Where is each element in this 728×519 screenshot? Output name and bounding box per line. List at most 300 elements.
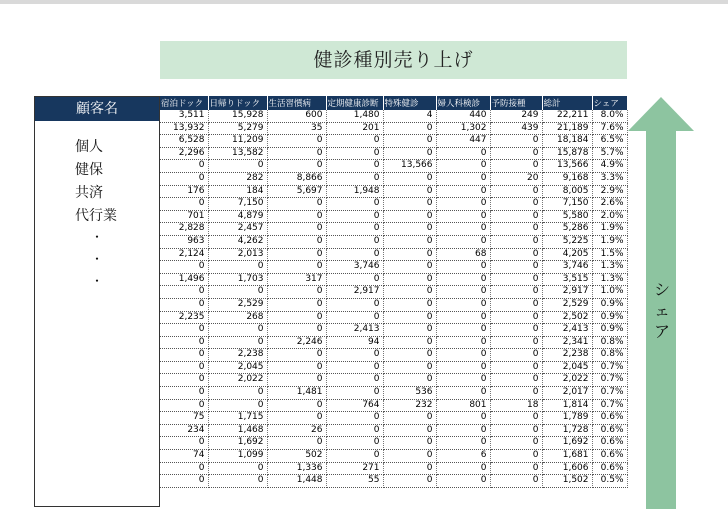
table-cell: 0 <box>436 286 490 299</box>
table-cell: 0 <box>383 210 436 223</box>
table-cell: 0 <box>436 374 490 387</box>
table-cell: 0 <box>160 374 208 387</box>
table-cell: 0 <box>490 462 542 475</box>
table-cell: 0 <box>490 160 542 173</box>
table-cell: 0 <box>383 185 436 198</box>
table-cell: 75 <box>160 412 208 425</box>
table-cell: 0 <box>490 185 542 198</box>
table-row <box>160 424 627 437</box>
customer-item-individual: 個人 <box>75 139 103 155</box>
table-cell: 0 <box>326 374 383 387</box>
table-cell: 0 <box>326 437 383 450</box>
table-cell: 439 <box>490 122 542 135</box>
table-cell: 0 <box>383 261 436 274</box>
table-cell: 7,150 <box>208 198 267 211</box>
table-cell: 0 <box>160 261 208 274</box>
page-title: 健診種別売り上げ <box>160 41 627 79</box>
table-cell: 0 <box>267 235 326 248</box>
customer-panel <box>34 96 160 507</box>
table-cell: 0 <box>490 324 542 337</box>
table-cell: 0 <box>383 147 436 160</box>
table-cell: 2.9% <box>592 185 627 198</box>
table-cell: 0 <box>160 160 208 173</box>
table-row <box>160 110 627 122</box>
table-cell: 0 <box>383 349 436 362</box>
table-row <box>160 235 627 248</box>
table-row <box>160 160 627 173</box>
table-cell: 0 <box>160 286 208 299</box>
table-body <box>160 110 627 487</box>
table-cell: 2,246 <box>267 336 326 349</box>
table-cell: 0.6% <box>592 437 627 450</box>
table-cell: 0 <box>490 336 542 349</box>
table-cell: 2,457 <box>208 223 267 236</box>
table-row <box>160 374 627 387</box>
table-cell: 0.8% <box>592 349 627 362</box>
table-cell: 0 <box>383 286 436 299</box>
table-cell: 13,566 <box>383 160 436 173</box>
table-cell: 0 <box>383 223 436 236</box>
table-cell: 0.6% <box>592 450 627 463</box>
table-cell: 2,013 <box>208 248 267 261</box>
table-cell: 55 <box>326 475 383 488</box>
table-cell: 0 <box>436 412 490 425</box>
table-cell: 0 <box>436 424 490 437</box>
table-cell: 0 <box>267 261 326 274</box>
table-cell: 1.3% <box>592 261 627 274</box>
table-cell: 0 <box>326 349 383 362</box>
table-cell: 2,341 <box>542 336 592 349</box>
table-cell: 0 <box>490 147 542 160</box>
table-row <box>160 437 627 450</box>
table-cell: 0.7% <box>592 387 627 400</box>
table-cell: 0.9% <box>592 298 627 311</box>
table-cell: 0 <box>326 210 383 223</box>
table-row <box>160 462 627 475</box>
table-cell: 0 <box>208 462 267 475</box>
table-row <box>160 223 627 236</box>
table-cell: 0 <box>383 311 436 324</box>
table-row <box>160 210 627 223</box>
table-cell: 0.6% <box>592 424 627 437</box>
table-cell: 1.0% <box>592 286 627 299</box>
table-cell: 1.5% <box>592 248 627 261</box>
table-cell: 0 <box>383 475 436 488</box>
table-cell: 0 <box>436 324 490 337</box>
table-cell: 0 <box>383 336 436 349</box>
table-cell: 0 <box>490 198 542 211</box>
table-cell: 0 <box>436 387 490 400</box>
table-cell: 9,168 <box>542 172 592 185</box>
table-cell: 2.6% <box>592 198 627 211</box>
table-cell: 0 <box>436 160 490 173</box>
table-cell: 4,879 <box>208 210 267 223</box>
table-cell: 201 <box>326 122 383 135</box>
table-row <box>160 122 627 135</box>
table-cell: 1,692 <box>208 437 267 450</box>
table-row <box>160 198 627 211</box>
table-cell: 5,286 <box>542 223 592 236</box>
table-cell: 0 <box>267 374 326 387</box>
table-cell: 0 <box>208 475 267 488</box>
table-cell: 1,728 <box>542 424 592 437</box>
table-cell: 74 <box>160 450 208 463</box>
share-label <box>652 279 672 342</box>
share-label-char: ア <box>653 322 670 341</box>
column-header: 婦人科検診 <box>436 96 490 110</box>
table-cell: 268 <box>208 311 267 324</box>
table-cell: 1,814 <box>542 399 592 412</box>
table-cell: 35 <box>267 122 326 135</box>
table-cell: 0 <box>326 450 383 463</box>
share-label-char: ェ <box>653 301 670 320</box>
table-cell: 4 <box>383 110 436 122</box>
table-cell: 0 <box>436 172 490 185</box>
table-cell: 0 <box>490 210 542 223</box>
table-cell: 0.6% <box>592 412 627 425</box>
table-cell: 0 <box>326 361 383 374</box>
table-cell: 0 <box>160 324 208 337</box>
table-cell: 0 <box>208 387 267 400</box>
table-cell: 0 <box>267 210 326 223</box>
column-header: シェア <box>592 96 627 110</box>
table-cell: 0 <box>383 235 436 248</box>
table-cell: 0 <box>383 324 436 337</box>
table-cell: 2,413 <box>542 324 592 337</box>
table-cell: 0 <box>436 147 490 160</box>
table-cell: 3,746 <box>542 261 592 274</box>
table-cell: 0 <box>383 135 436 148</box>
table-cell: 0 <box>160 298 208 311</box>
table-cell: 0 <box>436 336 490 349</box>
table-row <box>160 298 627 311</box>
table-cell: 0 <box>160 462 208 475</box>
top-divider <box>0 0 728 4</box>
table-cell: 1,099 <box>208 450 267 463</box>
table-cell: 0 <box>160 198 208 211</box>
ellipsis-dot: ・ <box>91 274 104 288</box>
table-cell: 0 <box>490 387 542 400</box>
table-cell: 0 <box>160 336 208 349</box>
table-row <box>160 311 627 324</box>
table-cell: 1,502 <box>542 475 592 488</box>
table-cell: 94 <box>326 336 383 349</box>
table-cell: 0 <box>326 298 383 311</box>
table-cell: 1,703 <box>208 273 267 286</box>
table-cell: 2,413 <box>326 324 383 337</box>
table-cell: 963 <box>160 235 208 248</box>
table-row <box>160 185 627 198</box>
table-cell: 176 <box>160 185 208 198</box>
table-cell: 764 <box>326 399 383 412</box>
table-cell: 3,511 <box>160 110 208 122</box>
table-cell: 0 <box>490 437 542 450</box>
table-cell: 0 <box>267 412 326 425</box>
table-cell: 0 <box>267 349 326 362</box>
table-cell: 249 <box>490 110 542 122</box>
table-cell: 2,022 <box>208 374 267 387</box>
table-cell: 0 <box>160 475 208 488</box>
table-cell: 1,302 <box>436 122 490 135</box>
table-cell: 0 <box>326 273 383 286</box>
table-cell: 0 <box>436 349 490 362</box>
table-cell: 0 <box>208 324 267 337</box>
table-cell: 0 <box>267 286 326 299</box>
table-cell: 1.9% <box>592 235 627 248</box>
table-cell: 0 <box>436 273 490 286</box>
table-cell: 1,948 <box>326 185 383 198</box>
table-cell: 18 <box>490 399 542 412</box>
table-cell: 0 <box>490 298 542 311</box>
table-cell: 2,917 <box>542 286 592 299</box>
table-cell: 26 <box>267 424 326 437</box>
table-row <box>160 349 627 362</box>
table-row <box>160 450 627 463</box>
table-cell: 0 <box>436 361 490 374</box>
table-cell: 0 <box>383 172 436 185</box>
column-header: 日帰りドック <box>208 96 267 110</box>
table-cell: 3.3% <box>592 172 627 185</box>
table-cell: 7.6% <box>592 122 627 135</box>
table-cell: 0 <box>383 424 436 437</box>
table-cell: 0 <box>326 311 383 324</box>
table-cell: 0 <box>383 248 436 261</box>
table-cell: 0 <box>436 462 490 475</box>
table-cell: 0 <box>383 412 436 425</box>
table-cell: 0 <box>490 361 542 374</box>
column-header: 生活習慣病 <box>267 96 326 110</box>
table-row <box>160 135 627 148</box>
table-cell: 5,580 <box>542 210 592 223</box>
customer-item-agency: 代行業 <box>75 208 117 224</box>
table-cell: 1,480 <box>326 110 383 122</box>
table-row <box>160 172 627 185</box>
table-cell: 2,238 <box>208 349 267 362</box>
table-cell: 4,205 <box>542 248 592 261</box>
table-cell: 1,468 <box>208 424 267 437</box>
table-cell: 0 <box>160 172 208 185</box>
table-cell: 0 <box>326 135 383 148</box>
table-cell: 600 <box>267 110 326 122</box>
table-cell: 1,448 <box>267 475 326 488</box>
table-cell: 0 <box>490 450 542 463</box>
table-cell: 0 <box>436 198 490 211</box>
table-row <box>160 248 627 261</box>
table-cell: 0 <box>490 349 542 362</box>
table-cell: 447 <box>436 135 490 148</box>
table-cell: 0 <box>490 235 542 248</box>
table-cell: 0 <box>267 437 326 450</box>
table-cell: 2.0% <box>592 210 627 223</box>
table-cell: 0 <box>383 361 436 374</box>
table-cell: 0 <box>267 198 326 211</box>
table-cell: 5.7% <box>592 147 627 160</box>
table-cell: 0 <box>490 135 542 148</box>
table-cell: 0 <box>383 374 436 387</box>
ellipsis-dot: ・ <box>91 230 104 244</box>
table-cell: 4,262 <box>208 235 267 248</box>
table-cell: 1,496 <box>160 273 208 286</box>
table-row <box>160 336 627 349</box>
table-cell: 0 <box>436 437 490 450</box>
table-cell: 0 <box>208 286 267 299</box>
column-header: 総計 <box>542 96 592 110</box>
table-cell: 0 <box>383 298 436 311</box>
table-cell: 0.9% <box>592 324 627 337</box>
table-cell: 2,529 <box>542 298 592 311</box>
table-cell: 317 <box>267 273 326 286</box>
table-cell: 13,582 <box>208 147 267 160</box>
table-cell: 1,715 <box>208 412 267 425</box>
table-cell: 0.5% <box>592 475 627 488</box>
table-cell: 0 <box>383 122 436 135</box>
sales-table <box>160 96 628 488</box>
table-cell: 0 <box>208 261 267 274</box>
table-cell: 0 <box>267 399 326 412</box>
table-cell: 271 <box>326 462 383 475</box>
table-cell: 0 <box>383 462 436 475</box>
table-cell: 13,566 <box>542 160 592 173</box>
table-cell: 5,697 <box>267 185 326 198</box>
table-cell: 0 <box>267 361 326 374</box>
table-cell: 0 <box>326 160 383 173</box>
table-cell: 0.7% <box>592 399 627 412</box>
table-cell: 0 <box>436 185 490 198</box>
table-cell: 0 <box>160 349 208 362</box>
table-cell: 440 <box>436 110 490 122</box>
table-cell: 1,681 <box>542 450 592 463</box>
table-cell: 0 <box>490 223 542 236</box>
table-cell: 0 <box>267 223 326 236</box>
table-cell: 7,150 <box>542 198 592 211</box>
table-cell: 5,279 <box>208 122 267 135</box>
table-cell: 1.3% <box>592 273 627 286</box>
table-cell: 1,789 <box>542 412 592 425</box>
table-row <box>160 361 627 374</box>
table-cell: 0 <box>208 336 267 349</box>
table-cell: 6.5% <box>592 135 627 148</box>
table-cell: 21,189 <box>542 122 592 135</box>
table-cell: 184 <box>208 185 267 198</box>
customer-header: 顧客名 <box>35 97 159 121</box>
table-cell: 0 <box>326 235 383 248</box>
table-cell: 0 <box>490 273 542 286</box>
table-cell: 0.6% <box>592 462 627 475</box>
table-cell: 0 <box>436 311 490 324</box>
table-cell: 0 <box>490 475 542 488</box>
table-cell: 18,184 <box>542 135 592 148</box>
table-cell: 0 <box>326 147 383 160</box>
table-cell: 0 <box>208 160 267 173</box>
table-cell: 0 <box>160 387 208 400</box>
table-cell: 536 <box>383 387 436 400</box>
table-cell: 2,238 <box>542 349 592 362</box>
table-cell: 0.7% <box>592 361 627 374</box>
table-cell: 801 <box>436 399 490 412</box>
table-cell: 8,005 <box>542 185 592 198</box>
table-cell: 20 <box>490 172 542 185</box>
table-cell: 2,022 <box>542 374 592 387</box>
customer-item-mutual-aid: 共済 <box>75 185 103 201</box>
table-row <box>160 286 627 299</box>
table-cell: 0 <box>267 298 326 311</box>
table-cell: 1,692 <box>542 437 592 450</box>
table-cell: 2,296 <box>160 147 208 160</box>
column-header: 定期健康診断 <box>326 96 383 110</box>
table-cell: 2,917 <box>326 286 383 299</box>
table-cell: 0.7% <box>592 374 627 387</box>
table-row <box>160 475 627 488</box>
table-cell: 6,528 <box>160 135 208 148</box>
table-cell: 0 <box>490 261 542 274</box>
table-cell: 2,045 <box>208 361 267 374</box>
table-cell: 232 <box>383 399 436 412</box>
table-row <box>160 147 627 160</box>
table-cell: 0 <box>160 361 208 374</box>
table-cell: 5,225 <box>542 235 592 248</box>
table-cell: 0 <box>267 147 326 160</box>
table-row <box>160 387 627 400</box>
table-cell: 0 <box>267 248 326 261</box>
table-cell: 0 <box>326 248 383 261</box>
table-cell: 2,529 <box>208 298 267 311</box>
table-cell: 0 <box>490 248 542 261</box>
table-cell: 0 <box>436 235 490 248</box>
table-cell: 0 <box>490 412 542 425</box>
table-cell: 6 <box>436 450 490 463</box>
table-cell: 502 <box>267 450 326 463</box>
table-cell: 0 <box>326 424 383 437</box>
table-cell: 0 <box>326 172 383 185</box>
table-cell: 0 <box>326 198 383 211</box>
table-cell: 2,235 <box>160 311 208 324</box>
table-cell: 0 <box>490 311 542 324</box>
table-cell: 8,866 <box>267 172 326 185</box>
table-row <box>160 399 627 412</box>
table-cell: 68 <box>436 248 490 261</box>
table-cell: 2,828 <box>160 223 208 236</box>
table-cell: 11,209 <box>208 135 267 148</box>
table-cell: 0.9% <box>592 311 627 324</box>
table-header-row <box>160 96 627 110</box>
table-cell: 0 <box>267 324 326 337</box>
table-cell: 0 <box>208 399 267 412</box>
table-cell: 22,211 <box>542 110 592 122</box>
table-cell: 0 <box>436 298 490 311</box>
table-cell: 3,746 <box>326 261 383 274</box>
table-cell: 0 <box>436 223 490 236</box>
table-row <box>160 412 627 425</box>
table-row <box>160 324 627 337</box>
table-cell: 13,932 <box>160 122 208 135</box>
table-cell: 0 <box>436 261 490 274</box>
table-cell: 1.9% <box>592 223 627 236</box>
table-cell: 0 <box>383 198 436 211</box>
table-cell: 1,336 <box>267 462 326 475</box>
customer-item-insurance: 健保 <box>75 162 103 178</box>
table-cell: 15,928 <box>208 110 267 122</box>
table-cell: 4.9% <box>592 160 627 173</box>
table-cell: 0 <box>267 311 326 324</box>
table-cell: 0 <box>436 475 490 488</box>
table-row <box>160 273 627 286</box>
table-cell: 2,502 <box>542 311 592 324</box>
table-cell: 0 <box>383 450 436 463</box>
table-cell: 2,045 <box>542 361 592 374</box>
table-cell: 2,124 <box>160 248 208 261</box>
table-cell: 0 <box>326 412 383 425</box>
table-cell: 0 <box>326 387 383 400</box>
